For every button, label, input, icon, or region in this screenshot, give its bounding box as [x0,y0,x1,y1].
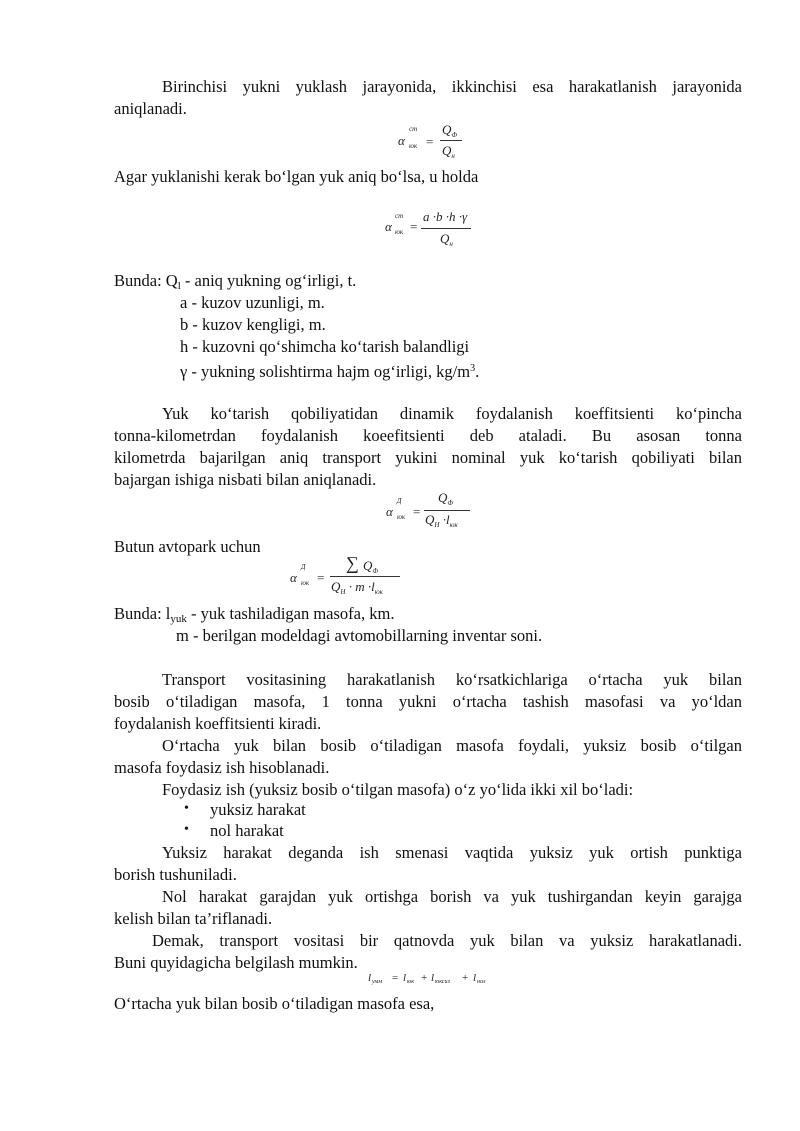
formula-5-sub1: умм [372,979,383,985]
formula-4-sub: юк [301,579,310,587]
formula-3-den-sub: Н [434,521,440,529]
definition-q-prefix: Bunda: Q [114,271,178,290]
formula-5-l: l [368,972,372,984]
formula-3-num-symbol: Q [438,490,448,505]
formula-5-plus: + [421,972,428,984]
paragraph-8-line-1: Yuksiz harakat deganda ish smenasi vaqtida yuksiz yuk ortish punktiga [162,843,742,862]
formula-4-alpha: α [290,570,297,585]
formula-2-sup: ст [395,212,404,220]
formula-3-denominator [425,512,458,529]
paragraph-10-line-1: Demak, transport vositasi bir qatnovda yuk bilan va yuksiz harakatlanadi. [152,931,742,950]
paragraph-6-line-1: O‘rtacha yuk bilan bosib o‘tiladigan masofa foydali, yuksiz bosib o‘tilgan [162,736,742,755]
formula-2-numerator: a ·b ·h ·γ [423,209,468,224]
paragraph-5-line-2: bosib o‘tiladigan masofa, 1 tonna yukni o‘rtacha tashish masofasi va yo‘ldan [114,692,742,711]
paragraph-5-line-1: Transport vositasining harakatlanish ko‘rsatkichlariga o‘rtacha yuk bilan [162,670,742,689]
paragraph-7: Foydasiz ish (yuksiz bosib o‘tilgan masofa) o‘z yo‘lida ikki xil bo‘ladi: [162,780,634,799]
formula-2-alpha: α [385,219,392,234]
formula-5-sub4: нол [477,979,486,985]
formula-2-equals: = [410,219,418,234]
formula-4-den-sub2: юк [374,588,383,596]
formula-3-alpha: α [386,504,393,519]
definition-gamma [180,358,479,383]
bullet-item-1: yuksiz harakat [210,800,306,819]
formula-4-den-symbol: Q [331,579,341,594]
formula-3-den-mid: ·l [439,512,450,527]
formula-2-den-sub: н [449,240,453,248]
formula-4-numerator [363,558,378,575]
formula-1-den-sub: н [451,152,455,160]
formula-1-fraction-bar [440,140,462,141]
formula-1-alpha-symbol: α [398,133,405,148]
formula-4-num-sub: Ф [372,567,379,575]
paragraph-8-line-2: borish tushuniladi. [114,865,237,884]
definition-gamma-sup: 3 [470,363,476,374]
definition-l-text: - yuk tashiladigan masofa, km. [186,604,395,623]
formula-3-numerator [438,490,453,507]
definition-q-sub: l [177,280,181,292]
definition-l-prefix: Bunda: l [114,604,171,623]
definition-gamma-end: . [475,362,480,381]
formula-1-denominator [442,143,455,160]
paragraph-5-line-3: foydalanish koeffitsienti kiradi. [114,714,322,733]
formula-5-l4: l [473,972,477,984]
definition-a: a - kuzov uzunligi, m. [180,293,325,312]
formula-4-sigma: ∑ [346,553,359,573]
bullet-item-2: nol harakat [210,821,284,840]
paragraph-3-line-2: tonna-kilometrdan foydalanish koeefitsienti deb ataladi. Bu asosan tonna [114,426,742,445]
paragraph-6-line-2: masofa foydasiz ish hisoblanadi. [114,758,330,777]
formula-3-equals: = [413,504,421,519]
bullet-icon: • [184,801,189,816]
formula-4-den-mid: · m ·l [345,579,375,594]
formula-1-numerator [442,122,457,139]
paragraph-4: Butun avtopark uchun [114,537,261,556]
definition-l-sub: yuk [170,613,187,625]
paragraph-1-line-1: Birinchisi yukni yuklash jarayonida, ikkinchisi esa harakatlanish jarayonida [162,77,742,96]
formula-2-sub: юк [395,228,404,236]
paragraph-3-line-1: Yuk ko‘tarish qobiliyatidan dinamik foydalanish koeffitsienti ko‘pincha [162,404,742,423]
paragraph-2: Agar yuklanishi kerak bo‘lgan yuk aniq bo‘lsa, u holda [114,167,479,186]
formula-5-l3: l [431,972,435,984]
formula-3-sub: юк [397,513,406,521]
definition-gamma-text: γ - yukning solishtirma hajm og‘irligi, kg/m [180,362,471,381]
formula-5-sub2: юк [407,979,415,985]
formula-1-num-symbol: Q [442,122,452,137]
paragraph-10-line-2: Buni quyidagicha belgilash mumkin. [114,953,358,972]
formula-1-equals: = [426,134,434,149]
formula-4-sup: Д [301,563,306,571]
definition-q-text: - aniq yukning og‘irligi, t. [180,271,357,290]
paragraph-3-line-3: kilometrda bajarilgan aniq transport yukini nominal yuk ko‘tarish qobiliyati bilan [114,448,742,467]
formula-1-sup: ст [409,125,418,133]
definition-b: b - kuzov kengligi, m. [180,315,326,334]
formula-5-l2: l [403,972,407,984]
formula-4-num-symbol: Q [363,558,373,573]
paragraph-11: O‘rtacha yuk bilan bosib o‘tiladigan masofa esa, [114,994,435,1013]
paragraph-3-line-4: bajargan ishiga nisbati bilan aniqlanadi. [114,470,377,489]
formula-4-fraction-bar [330,576,400,577]
formula-3-fraction-bar [424,510,470,511]
formula-3-num-sub: Ф [447,499,454,507]
formula-3-den-sub2: юк [449,521,458,529]
formula-4-den-sub: Н [340,588,346,596]
formula-5-equals: = [392,972,399,984]
formula-5-plus2: + [462,972,469,984]
formula-2-denominator [440,231,453,248]
formula-2-den-symbol: Q [440,231,450,246]
formula-1-num-sub: Ф [451,131,458,139]
formula-1-den-symbol: Q [442,143,452,158]
formula-1-sub: юк [409,142,418,150]
paragraph-1-line-2: aniqlanadi. [114,99,187,118]
formula-3-sup: Д [397,497,402,505]
formula-5-sub3: юксиз [435,979,450,985]
paragraph-9-line-1: Nol harakat garajdan yuk ortishga borish va yuk tushirgandan keyin garajga [162,887,742,906]
formula-1-alpha [398,133,405,149]
bullet-icon: • [184,822,189,837]
formula-4-denominator [331,579,383,596]
formula-2-fraction-bar [421,228,471,229]
paragraph-9-line-2: kelish bilan ta’riflanadi. [114,909,273,928]
definition-m: m - berilgan modeldagi avtomobillarning inventar soni. [176,626,543,645]
definition-h: h - kuzovni qo‘shimcha ko‘tarish balandligi [180,337,470,356]
formula-3-den-symbol: Q [425,512,435,527]
formula-4-equals: = [317,570,325,585]
